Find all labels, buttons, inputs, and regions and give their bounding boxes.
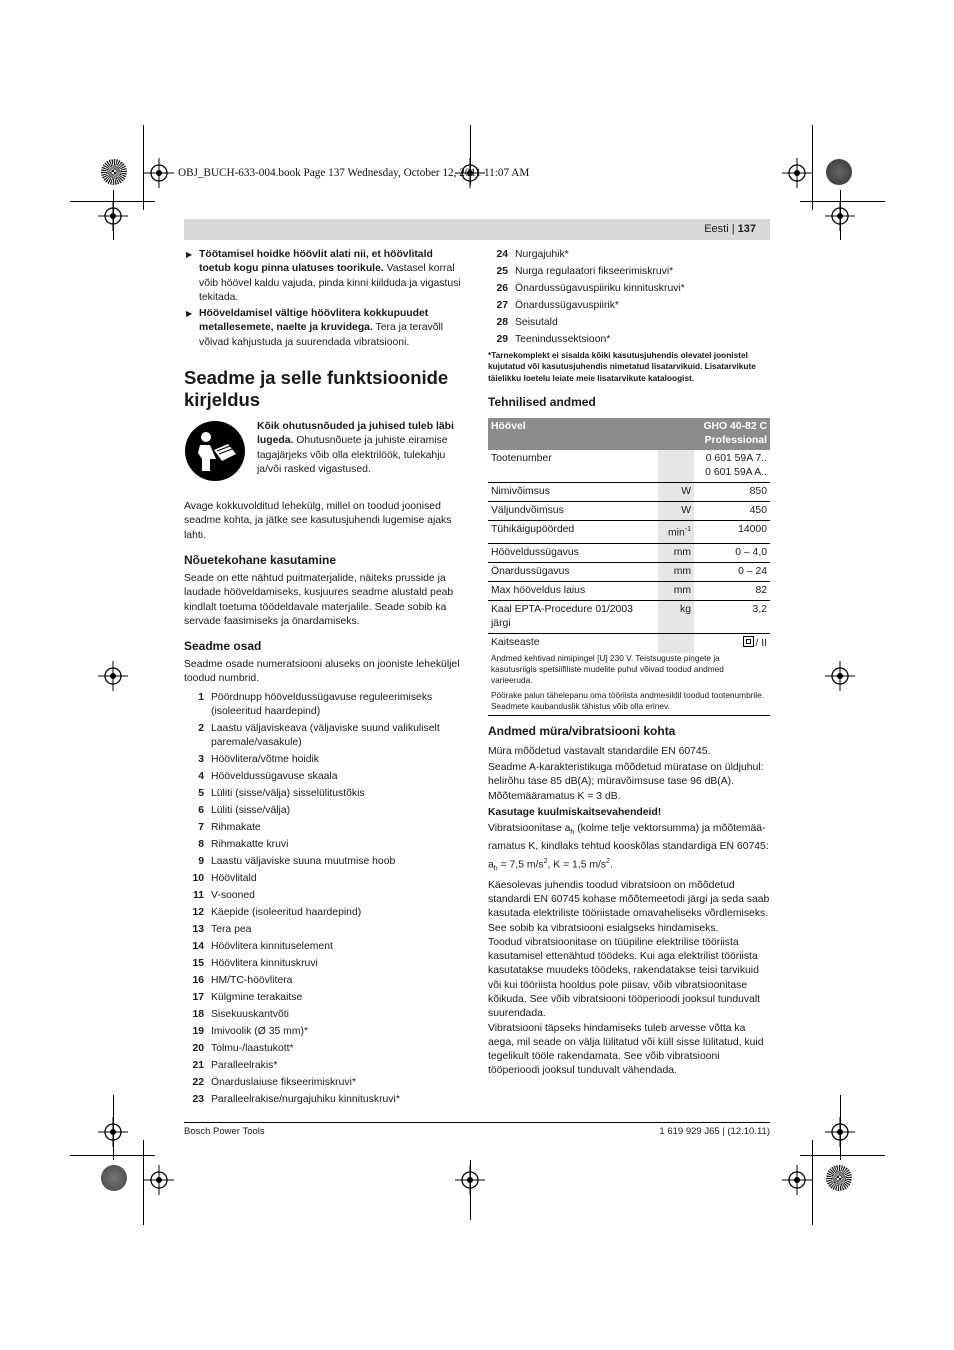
left-column (184, 248, 466, 1110)
hearing-protection-note: Kasutage kuulmiskaitsevahendeid! (488, 806, 662, 818)
triangle-bullet-icon: ▶ (186, 250, 193, 259)
part-label: Lüliti (sisse/välja) (211, 805, 291, 817)
part-label: Pöördnupp hööveldussügavuse reguleerimiseks (isoleeritud haardepind) (211, 691, 433, 718)
intro-text: Avage kokkuvolditud lehekülg, millel on toodud joonised seadme kohta, ja jätke see kasutusjuhendi lugemise ajaks lahti. (184, 501, 452, 541)
spec-label: Max hööveldus laius (488, 581, 658, 600)
registration-mark-icon (782, 158, 812, 188)
part-item (488, 299, 770, 313)
parts-list-continued (488, 248, 770, 347)
part-number: 2 (198, 723, 204, 735)
part-number: 1 (198, 691, 204, 703)
spec-row (488, 502, 770, 521)
spec-head-label: Höövel (488, 418, 694, 450)
spec-head-model: GHO 40-82 C Professional (694, 418, 770, 450)
print-info: OBJ_BUCH-633-004.book Page 137 Wednesday, October 12, 2011 11:07 AM (178, 167, 530, 179)
spec-value: 3,2 (694, 600, 770, 633)
part-item (184, 722, 466, 751)
part-item (184, 974, 466, 988)
parts-list (184, 691, 466, 1108)
spec-row (488, 483, 770, 502)
spec-unit: $\min^{-1}$ (658, 521, 694, 543)
part-number: 17 (192, 992, 204, 1004)
registration-mark-icon (144, 158, 174, 188)
spec-unit (658, 633, 694, 653)
part-item (488, 316, 770, 330)
part-item (184, 855, 466, 869)
crop-mark (812, 1140, 813, 1225)
usage-text: Seade on ette nähtud puitmaterjalide, näiteks prusside ja laudade hööveldamiseks, kusjuures seadme alustald peab kindlalt toetuma töödeldavale materjalile. Seade sobib ka servade faasimiseks ja önardamiseks. (184, 572, 454, 627)
part-item (184, 906, 466, 920)
part-label: Laastu väljaviskeava (väljaviske suund valikuliselt paremale/vasakule) (211, 723, 440, 749)
safety-bullet: ▶ Töötamisel hoidke höövlit alati nii, et höövlitald toetub kogu pinna ulatuses toorikule. Vastasel korral võib höövel kaldu vajuda, pinda kinni kiilduda ja vigastusi tekitada. (186, 249, 461, 303)
spec-value: 14000 (694, 521, 770, 543)
part-number: 29 (496, 333, 508, 345)
part-number: 25 (496, 265, 508, 277)
vibration-text: Vibratsioonitase $a_h$ (kolme telje vektorsumma) ja mõõtemää-ramatus K, kindlaks tehtud kooskõlas standardiga EN 60745: $a_h = 7,5$ $m/s^2$, K = 1,5 $m/s^2$. (488, 823, 769, 873)
part-label: Imivoolik (Ø 35 mm)* (211, 1026, 308, 1038)
part-number: 3 (198, 754, 204, 766)
part-item (184, 1093, 466, 1107)
part-item (184, 838, 466, 852)
spec-label: Väljundvõimsus (488, 502, 658, 521)
usage-heading: Nõuetekohane kasutamine (184, 552, 337, 567)
part-number: 12 (192, 907, 204, 919)
spec-value: 0 601 59A 7.. 0 601 59A A.. (694, 450, 770, 483)
part-item (184, 957, 466, 971)
part-label: Nurgajuhik* (515, 249, 569, 260)
spec-row (488, 543, 770, 562)
part-label: Sisekuuskantvõti (211, 1009, 289, 1021)
part-number: 20 (192, 1043, 204, 1055)
part-number: 13 (192, 924, 204, 936)
part-item (184, 940, 466, 954)
part-item (184, 1076, 466, 1090)
spec-value: 850 (694, 483, 770, 502)
part-item (184, 787, 466, 801)
part-item (488, 265, 770, 279)
tech-heading: Tehnilised andmed (488, 395, 596, 410)
section-title: Seadme ja selle funktsioonide kirjeldus (184, 367, 449, 411)
spec-note: Andmed kehtivad nimipingel [U] 230 V. Teistsuguste pingete ja kasutusriigis spetsiifiliste mudelite puhul võivad toodud andmed varieeruda. Pöörake palun tähelepanu oma tööriista andmesildil toodud tootenumbrile. Seadmete kaubanduslik tähistus võib olla erinev. (488, 653, 770, 716)
part-number: 22 (192, 1077, 204, 1089)
registration-mark-icon (782, 1165, 812, 1195)
noise-text: Seadme A-karakteristikuga mõõdetud müratase on üldjuhul: helirõhu tase 85 dB(A); müravõimsuse tase 96 dB(A). Mõõtemääramatus K = 3 dB. (488, 761, 764, 802)
spec-value: 0 – 4,0 (694, 543, 770, 562)
part-item (184, 1059, 466, 1073)
registration-mark-icon (98, 201, 128, 231)
spec-value: 450 (694, 502, 770, 521)
crop-mark (812, 125, 813, 210)
double-insulation-icon (743, 636, 754, 647)
part-number: 26 (496, 282, 508, 294)
part-item (488, 248, 770, 262)
registration-mark-icon (825, 661, 855, 691)
part-item (184, 821, 466, 835)
part-item (184, 1025, 466, 1039)
part-label: Höövlitera kinnituselement (211, 941, 333, 953)
spec-row (488, 581, 770, 600)
part-number: 7 (198, 822, 204, 834)
registration-mark-icon (144, 1165, 174, 1195)
part-label: Höövlitera/võtme hoidik (211, 754, 319, 766)
warning-block: Kõik ohutusnõuded ja juhised tuleb läbi lugeda. Ohutusnõuete ja juhiste eiramise tagajärjeks võib olla elektrilöök, tulekahju ja/või rasked vigastused. (184, 420, 466, 482)
right-column (488, 248, 770, 1079)
spec-table-header (488, 418, 770, 450)
part-item (184, 923, 466, 937)
part-item (184, 991, 466, 1005)
part-label: Laastu väljaviske suuna muutmise hoob (211, 856, 396, 868)
part-item (184, 889, 466, 903)
part-label: Höövlitald (211, 873, 257, 885)
registration-mark-icon (98, 1117, 128, 1147)
triangle-bullet-icon: ▶ (186, 309, 193, 319)
part-item (184, 753, 466, 767)
spec-value: 82 (694, 581, 770, 600)
spec-row (488, 450, 770, 483)
page-header (184, 219, 770, 240)
footer-left: Bosch Power Tools (184, 1126, 265, 1137)
footer-right: 1 619 929 J65 | (12.10.11) (659, 1126, 770, 1137)
registration-mark-icon (825, 201, 855, 231)
vibration-text: Toodud vibratsioonitase on tüüpiline elektrilise tööriista kasutamisel ettenähtud töödeks. Kui aga elektrilist tööriista kasutatakse muudeks töödeks, rakendatakse teisi tarvikuid või kui tööriista hooldus pole piisav, võib vibratsioonitase kõikuda. See võib vibratsiooni tööperioodi jooksul tunduvalt suurendada. (488, 936, 761, 1020)
part-number: 21 (192, 1060, 204, 1072)
part-item (488, 333, 770, 347)
spec-unit: mm (658, 581, 694, 600)
color-rosette-icon (101, 159, 127, 185)
part-label: Höövlitera kinnituskruvi (211, 958, 318, 970)
color-rosette-icon (826, 1165, 852, 1191)
part-number: 14 (192, 941, 204, 953)
spec-unit: W (658, 502, 694, 521)
color-rosette-icon (101, 1165, 127, 1191)
part-label: Önardussügavuspiirik* (515, 299, 619, 311)
accessory-note: *Tarnekomplekt ei sisalda kõiki kasutusjuhendis olevatel joonistel kujutatud või kasutusjuhendis nimetatud lisatarvikuid. Lisatarvikute täielikku loetelu leiate meie lisatarvikute kataloogist. (488, 349, 756, 383)
spec-unit (658, 450, 694, 483)
part-number: 11 (193, 890, 204, 902)
spec-unit: W (658, 483, 694, 502)
parts-intro: Seadme osade numeratsiooni aluseks on jooniste leheküljel toodud numbrid. (184, 659, 460, 685)
noise-heading: Andmed müra/vibratsiooni kohta (488, 723, 676, 738)
safety-bullet: ▶ Hööveldamisel vältige höövlitera kokkupuudet metallesemete, naelte ja kruvidega. Tera ja teravõll võivad kahjustuda ja suurendada vibratsiooni. (186, 308, 444, 348)
part-label: Önardussügavuspiiriku kinnituskruvi* (515, 282, 685, 294)
spec-table (488, 418, 770, 652)
part-label: Tera pea (211, 924, 252, 936)
registration-mark-icon (825, 1117, 855, 1147)
part-label: Hööveldussügavuse skaala (211, 771, 338, 783)
spec-row (488, 521, 770, 543)
spec-value: / II (694, 633, 770, 653)
part-label: Teenindussektsioon* (515, 333, 611, 345)
part-label: Önarduslaiuse fikseerimiskruvi* (211, 1077, 356, 1089)
registration-mark-icon (98, 661, 128, 691)
spec-label: Tootenumber (488, 450, 658, 483)
color-rosette-icon (826, 159, 852, 185)
part-item (184, 1042, 466, 1056)
spec-unit: kg (658, 600, 694, 633)
part-label: V-sooned (211, 890, 255, 902)
read-manual-icon (184, 420, 246, 482)
spec-unit: mm (658, 543, 694, 562)
part-number: 9 (198, 856, 204, 868)
part-number: 24 (496, 249, 508, 260)
part-item (184, 804, 466, 818)
vibration-text: Vibratsiooni täpseks hindamiseks tuleb arvesse võtta ka aega, mil seade on välja lülitatud või küll sisse lülitatud, kuid tegelikult tööle rakendamata. See võib vibratsiooni tööperioodi jooksul tunduvalt vähendada. (488, 1022, 764, 1077)
spec-row (488, 600, 770, 633)
part-number: 15 (192, 958, 204, 970)
header-separator: | (731, 223, 735, 235)
part-number: 5 (198, 788, 204, 800)
part-number: 18 (192, 1009, 204, 1021)
spec-label: Kaal EPTA-Procedure 01/2003 järgi (488, 600, 658, 633)
page-number: 137 (737, 223, 756, 235)
part-item (184, 1008, 466, 1022)
part-item (184, 691, 466, 720)
part-number: 8 (198, 839, 204, 851)
part-number: 6 (198, 805, 204, 817)
part-label: Rihmakate (211, 822, 261, 834)
part-label: Seisutald (515, 316, 558, 328)
footer-rule (184, 1122, 770, 1123)
part-number: 19 (192, 1026, 204, 1038)
spec-label: Kaitseaste (491, 636, 540, 648)
part-label: Rihmakatte kruvi (211, 839, 289, 851)
spec-label: Hööveldussügavus (488, 543, 658, 562)
spec-label: Önardussügavus (488, 562, 658, 581)
part-label: Paralleelrakis* (211, 1060, 278, 1072)
noise-text: Müra mõõdetud vastavalt standardile EN 60745. (488, 745, 711, 757)
part-item (184, 872, 466, 886)
spec-value: 0 – 24 (694, 562, 770, 581)
part-number: 27 (496, 299, 508, 311)
header-language: Eesti (704, 223, 729, 235)
part-label: HM/TC-höövlitera (211, 975, 293, 987)
spec-label: Nimivõimsus (488, 483, 658, 502)
part-label: Lüliti (sisse/välja) sisselülitustõkis (211, 788, 365, 800)
registration-mark-icon (455, 1165, 485, 1195)
part-label: Külgmine terakaitse (211, 992, 303, 1004)
spec-row (488, 562, 770, 581)
part-item (184, 770, 466, 784)
spec-unit: mm (658, 562, 694, 581)
part-label: Nurga regulaatori fikseerimiskruvi* (515, 265, 674, 277)
part-label: Paralleelrakise/nurgajuhiku kinnituskruvi* (211, 1094, 400, 1105)
part-label: Tolmu-/laastukott* (211, 1043, 294, 1055)
part-number: 4 (198, 771, 204, 783)
parts-heading: Seadme osad (184, 639, 262, 654)
part-number: 10 (192, 873, 204, 885)
part-number: 23 (192, 1094, 204, 1105)
part-number: 16 (192, 975, 204, 987)
spec-label: Tühikäigupöörded (488, 521, 658, 543)
part-item (488, 282, 770, 296)
spec-row (488, 633, 770, 653)
vibration-text: Käesolevas juhendis toodud vibratsioon on mõõdetud standardi EN 60745 kohase mõõtemeetodi järgi ja seda saab kasutada elektriliste tööriistade omavaheliseks võrdlemiseks. See sobib ka vibratsiooni esialgseks hindamiseks. (488, 879, 770, 934)
part-label: Käepide (isoleeritud haardepind) (211, 907, 362, 919)
part-number: 28 (496, 316, 508, 328)
